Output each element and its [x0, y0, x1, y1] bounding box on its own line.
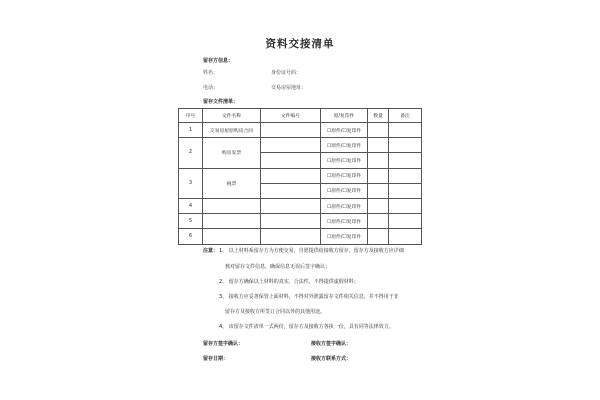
col-header-quantity: 数量 — [368, 109, 389, 123]
row-number: 5 — [179, 214, 203, 229]
quantity-cell[interactable] — [368, 123, 389, 138]
row-number: 2 — [179, 138, 203, 168]
col-header-file-name: 文件名称 — [203, 109, 261, 123]
file-number-cell[interactable] — [261, 153, 321, 168]
quantity-cell[interactable] — [368, 198, 389, 213]
depositor-date-label: 留存日期： — [203, 356, 229, 362]
original-copy-checkbox-cell[interactable]: ☐原件/☐复印件 — [321, 168, 368, 183]
remarks-cell[interactable] — [389, 138, 422, 153]
table-header-row — [179, 109, 422, 123]
file-name-cell: 交易房屋原购房合同 — [203, 123, 261, 138]
note-item-3-cont: 留存方及接收方所签订合同以外的其他用途。 — [225, 309, 326, 315]
note-item-1-cont: 核对留存文件信息，确保信息无误后签字确认； — [225, 264, 331, 270]
col-header-original-copy: 原/复印件 — [321, 109, 368, 123]
file-number-cell[interactable] — [261, 198, 321, 213]
document-title: 资料交接清单 — [265, 38, 335, 50]
original-copy-checkbox-cell[interactable]: ☐原件/☐复印件 — [321, 214, 368, 229]
table-row — [179, 123, 422, 138]
file-name-cell[interactable] — [203, 229, 261, 244]
table-row — [179, 138, 422, 153]
note-item-2: 2、 留存方确保以上材料的真实、合法性，不得提供虚假材料； — [219, 279, 359, 285]
remarks-cell[interactable] — [389, 198, 422, 213]
row-number: 4 — [179, 198, 203, 213]
quantity-cell[interactable] — [368, 183, 389, 198]
row-number: 1 — [179, 123, 203, 138]
name-label: 姓名： — [203, 70, 219, 76]
col-header-file-number: 文件编号 — [261, 109, 321, 123]
file-list-table — [178, 108, 422, 245]
row-number: 6 — [179, 229, 203, 244]
address-label: 交易房屋地址： — [271, 85, 307, 91]
row-number: 3 — [179, 168, 203, 198]
quantity-cell[interactable] — [368, 153, 389, 168]
file-number-cell[interactable] — [261, 214, 321, 229]
original-copy-checkbox-cell[interactable]: ☐原件/☐复印件 — [321, 183, 368, 198]
remarks-cell[interactable] — [389, 153, 422, 168]
file-number-cell[interactable] — [261, 229, 321, 244]
remarks-cell[interactable] — [389, 168, 422, 183]
file-name-cell: 税票 — [203, 168, 261, 198]
file-name-cell[interactable] — [203, 198, 261, 213]
remarks-cell[interactable] — [389, 123, 422, 138]
note-item-1: 1、 以上材料系留存方为方便交易，自愿提供给接收方留存，留存方及接收方应详细 — [219, 248, 404, 254]
phone-label: 电话： — [203, 85, 219, 91]
original-copy-checkbox-cell[interactable]: ☐原件/☐复印件 — [321, 229, 368, 244]
remarks-cell[interactable] — [389, 183, 422, 198]
remarks-cell[interactable] — [389, 214, 422, 229]
col-header-no: 序号 — [179, 109, 203, 123]
quantity-cell[interactable] — [368, 229, 389, 244]
receiver-signature-label: 接收方签字确认： — [311, 341, 352, 347]
file-list-heading: 留存文件清单： — [203, 99, 239, 105]
note-item-3: 3、 接收方应妥善保管上面材料，不得对外泄露留存文件相关信息，并不得用于非 — [219, 294, 399, 300]
file-name-cell: 购房发票 — [203, 138, 261, 168]
table-row — [179, 198, 422, 213]
original-copy-checkbox-cell[interactable]: ☐原件/☐复印件 — [321, 198, 368, 213]
original-copy-checkbox-cell[interactable]: ☐原件/☐复印件 — [321, 153, 368, 168]
remarks-cell[interactable] — [389, 229, 422, 244]
file-number-cell[interactable] — [261, 168, 321, 183]
depositor-signature-label: 留存方签字确认： — [203, 341, 244, 347]
file-number-cell[interactable] — [261, 123, 321, 138]
quantity-cell[interactable] — [368, 214, 389, 229]
id-number-label: 身份证号码： — [271, 70, 302, 76]
receiver-contact-label: 接收方联系方式： — [311, 356, 352, 362]
original-copy-checkbox-cell[interactable]: ☐原件/☐复印件 — [321, 138, 368, 153]
table-row — [179, 214, 422, 229]
notes-label: 注意： — [203, 248, 219, 254]
depositor-info-heading: 留存方信息： — [203, 58, 234, 64]
file-name-cell[interactable] — [203, 214, 261, 229]
table-row — [179, 168, 422, 183]
table-row — [179, 229, 422, 244]
note-item-4: 4、 该留存文件清单一式两份，留存方及接收方各执一份，具有同等法律效力。 — [219, 324, 394, 330]
original-copy-checkbox-cell[interactable]: ☐原件/☐复印件 — [321, 123, 368, 138]
file-number-cell[interactable] — [261, 138, 321, 153]
file-number-cell[interactable] — [261, 183, 321, 198]
quantity-cell[interactable] — [368, 138, 389, 153]
quantity-cell[interactable] — [368, 168, 389, 183]
col-header-remarks: 备注 — [389, 109, 422, 123]
